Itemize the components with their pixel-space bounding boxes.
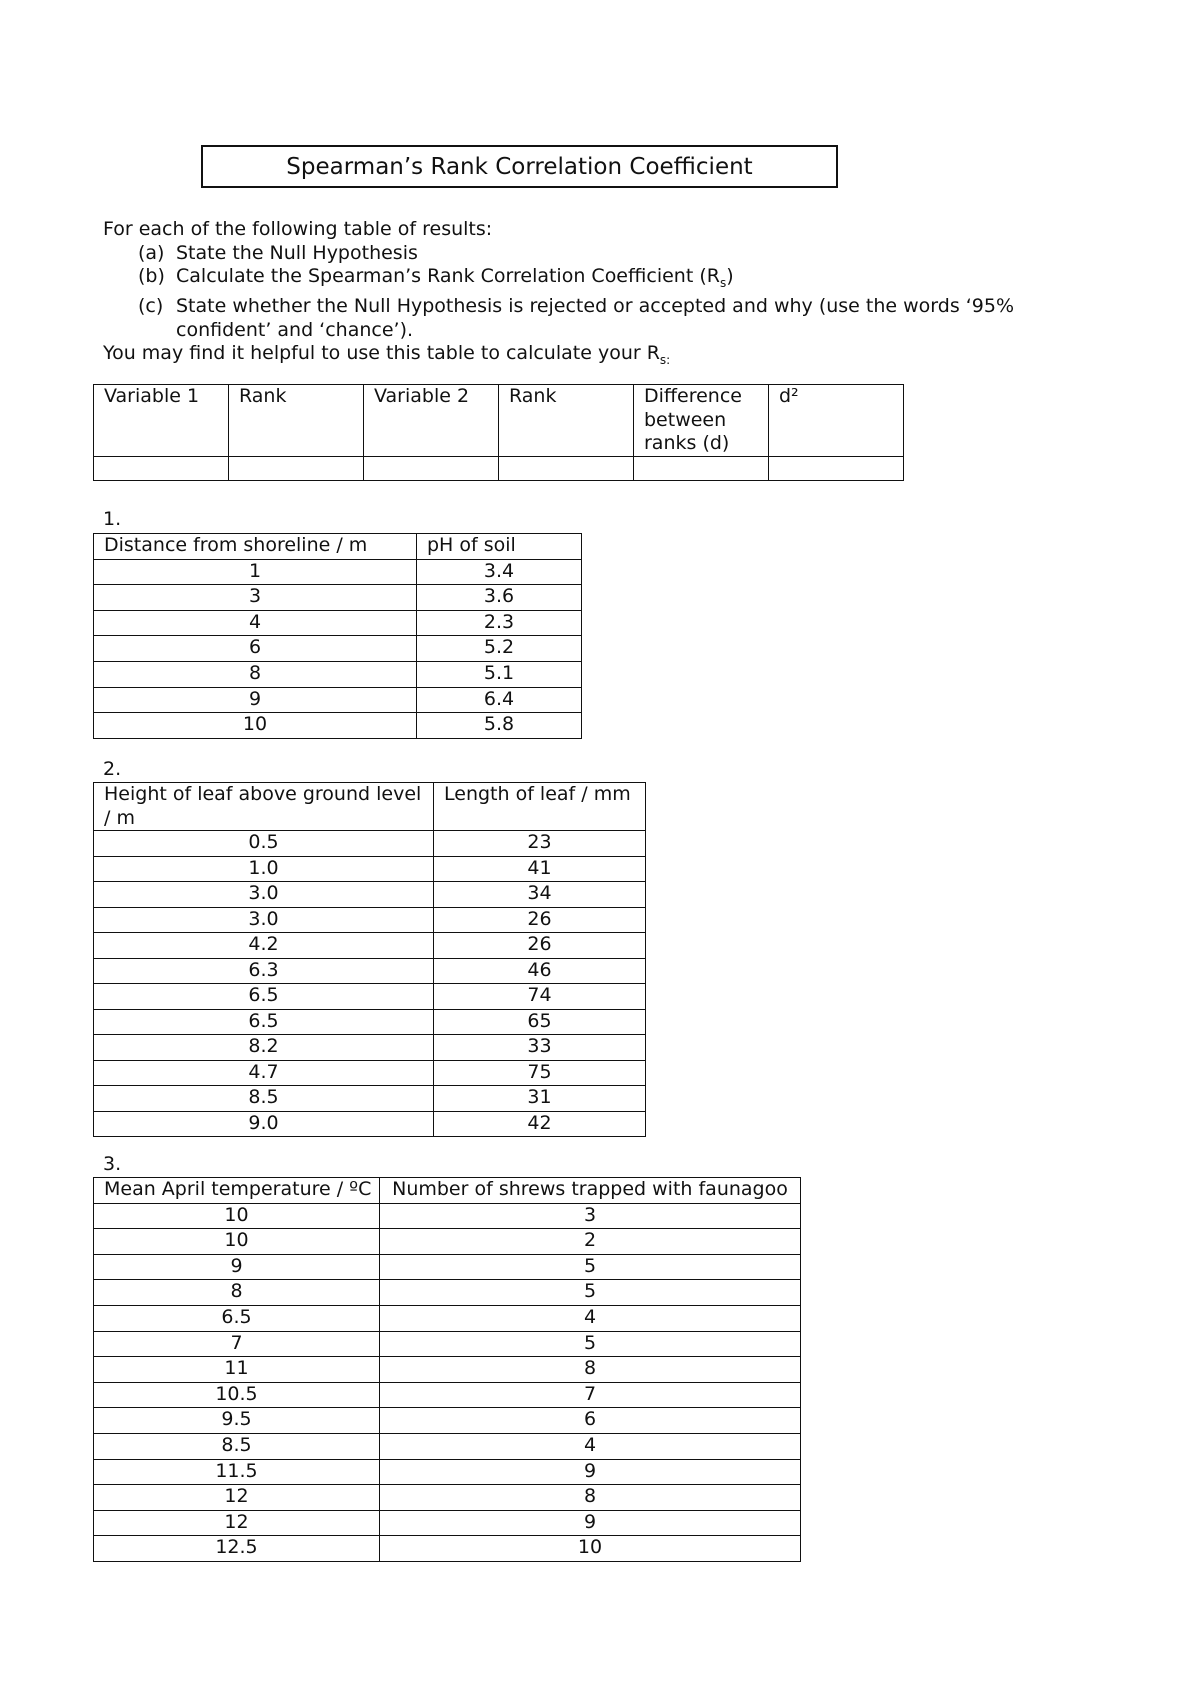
table-cell: 6.5 xyxy=(94,1305,380,1331)
table-row xyxy=(94,1433,801,1459)
table-cell: 9 xyxy=(94,1254,380,1280)
table-cell: 3.0 xyxy=(94,882,434,908)
table-cell: 4 xyxy=(380,1305,801,1331)
table-cell: 5 xyxy=(380,1280,801,1306)
table-cell: 33 xyxy=(434,1035,646,1061)
table-row-empty xyxy=(94,457,904,481)
table-cell: 2.3 xyxy=(417,610,582,636)
table-cell: 12 xyxy=(94,1510,380,1536)
table-cell: 11 xyxy=(94,1357,380,1383)
table-cell: 3 xyxy=(94,585,417,611)
title-box xyxy=(201,145,838,188)
table-row xyxy=(94,1305,801,1331)
instruction-text: State the Null Hypothesis xyxy=(176,241,418,264)
instruction-marker: (a) xyxy=(138,241,165,264)
table-row xyxy=(94,661,582,687)
table-cell: 5.2 xyxy=(417,636,582,662)
data-table-3 xyxy=(93,1177,801,1562)
header-cell: Mean April temperature / ºC xyxy=(94,1178,380,1204)
table-cell: 6.5 xyxy=(94,1009,434,1035)
instruction-text: State whether the Null Hypothesis is rejected or accepted and why (use the words ‘95% confident’ and ‘chance’). xyxy=(176,295,1015,341)
table-cell: 10 xyxy=(94,1203,380,1229)
instruction-item-b xyxy=(103,265,1103,295)
table-header-row xyxy=(94,534,582,560)
table-cell: 5.1 xyxy=(417,661,582,687)
table-cell: 34 xyxy=(434,882,646,908)
table-row xyxy=(94,585,582,611)
table-row xyxy=(94,856,646,882)
table-cell: 3.4 xyxy=(417,559,582,585)
table-cell: 3.0 xyxy=(94,907,434,933)
table-row xyxy=(94,1280,801,1306)
table-row xyxy=(94,713,582,739)
instructions-lead: For each of the following table of results: xyxy=(103,218,493,240)
table-row xyxy=(94,1009,646,1035)
header-cell: Variable 1 xyxy=(94,385,229,457)
table-cell: 6.4 xyxy=(417,687,582,713)
header-cell: pH of soil xyxy=(417,534,582,560)
table-cell: 5 xyxy=(380,1331,801,1357)
table-body xyxy=(94,831,646,1137)
table-cell: 46 xyxy=(434,958,646,984)
table-cell: 74 xyxy=(434,984,646,1010)
table-cell: 31 xyxy=(434,1086,646,1112)
table-cell: 8 xyxy=(94,1280,380,1306)
instruction-item-a xyxy=(103,242,1103,266)
table-cell: 9 xyxy=(380,1510,801,1536)
header-cell: Rank xyxy=(229,385,364,457)
table-cell: 6.3 xyxy=(94,958,434,984)
table-cell: 26 xyxy=(434,907,646,933)
instruction-text-wrap xyxy=(176,265,734,295)
table-row xyxy=(94,1382,801,1408)
table-row xyxy=(94,958,646,984)
table-row xyxy=(94,1086,646,1112)
question-number-1: 1. xyxy=(103,508,122,530)
table-row xyxy=(94,636,582,662)
table-row xyxy=(94,1485,801,1511)
table-row xyxy=(94,610,582,636)
table-row xyxy=(94,933,646,959)
table-cell: 75 xyxy=(434,1060,646,1086)
instruction-marker: (b) xyxy=(138,265,165,287)
helper-text: You may find it helpful to use this table to calculate your R xyxy=(103,342,660,365)
table-cell: 26 xyxy=(434,933,646,959)
table-row xyxy=(94,1203,801,1229)
table-row xyxy=(94,1331,801,1357)
table-row xyxy=(94,559,582,585)
table-cell: 4.7 xyxy=(94,1060,434,1086)
table-cell: 5 xyxy=(380,1254,801,1280)
header-cell: Variable 2 xyxy=(364,385,499,457)
table-header-row xyxy=(94,385,904,457)
table-body xyxy=(94,559,582,738)
table-cell: 41 xyxy=(434,856,646,882)
table-cell: 6.5 xyxy=(94,984,434,1010)
table-cell: 6 xyxy=(94,636,417,662)
table-row xyxy=(94,1229,801,1255)
table-cell: 10.5 xyxy=(94,1382,380,1408)
table-cell: 4 xyxy=(380,1433,801,1459)
empty-cell[interactable] xyxy=(364,457,499,481)
header-cell: Difference between ranks (d) xyxy=(634,385,769,457)
table-row xyxy=(94,907,646,933)
header-cell: Rank xyxy=(499,385,634,457)
table-cell: 8.5 xyxy=(94,1433,380,1459)
table-cell: 5.8 xyxy=(417,713,582,739)
table-cell: 9.5 xyxy=(94,1408,380,1434)
data-table-2 xyxy=(93,782,646,1137)
header-cell: Distance from shoreline / m xyxy=(94,534,417,560)
table-cell: 6 xyxy=(380,1408,801,1434)
instructions xyxy=(103,218,1103,373)
data-table-1 xyxy=(93,533,582,739)
subscript: s xyxy=(719,275,727,290)
table-row xyxy=(94,1459,801,1485)
table-cell: 3 xyxy=(380,1203,801,1229)
table-cell: 8 xyxy=(380,1485,801,1511)
empty-cell[interactable] xyxy=(634,457,769,481)
table-cell: 23 xyxy=(434,831,646,857)
table-cell: 10 xyxy=(94,1229,380,1255)
table-cell: 8.2 xyxy=(94,1035,434,1061)
instruction-marker: (c) xyxy=(138,295,164,318)
table-cell: 42 xyxy=(434,1111,646,1137)
table-row xyxy=(94,984,646,1010)
table-cell: 8 xyxy=(380,1357,801,1383)
table-cell: 9 xyxy=(380,1459,801,1485)
table-cell: 8 xyxy=(94,661,417,687)
table-row xyxy=(94,1357,801,1383)
page-title: Spearman’s Rank Correlation Coefficient xyxy=(286,153,753,180)
header-cell: Number of shrews trapped with faunagoo xyxy=(380,1178,801,1204)
helper-line xyxy=(103,342,1103,372)
table-cell: 9.0 xyxy=(94,1111,434,1137)
question-number-3: 3. xyxy=(103,1153,122,1175)
instruction-item-c xyxy=(103,295,1103,342)
table-cell: 65 xyxy=(434,1009,646,1035)
table-row xyxy=(94,1111,646,1137)
table-row xyxy=(94,831,646,857)
table-cell: 2 xyxy=(380,1229,801,1255)
table-row xyxy=(94,1510,801,1536)
empty-cell[interactable] xyxy=(769,457,904,481)
instruction-tail: ) xyxy=(726,265,734,287)
table-row xyxy=(94,1536,801,1562)
table-cell: 10 xyxy=(380,1536,801,1562)
table-cell: 8.5 xyxy=(94,1086,434,1112)
table-cell: 4.2 xyxy=(94,933,434,959)
table-row xyxy=(94,687,582,713)
empty-cell[interactable] xyxy=(94,457,229,481)
empty-cell[interactable] xyxy=(499,457,634,481)
table-cell: 1.0 xyxy=(94,856,434,882)
table-header-row xyxy=(94,783,646,831)
table-cell: 11.5 xyxy=(94,1459,380,1485)
header-cell: Length of leaf / mm xyxy=(434,783,646,831)
subscript: s: xyxy=(659,353,671,368)
table-cell: 4 xyxy=(94,610,417,636)
question-number-2: 2. xyxy=(103,758,122,780)
table-body xyxy=(94,1203,801,1561)
table-row xyxy=(94,1254,801,1280)
table-cell: 1 xyxy=(94,559,417,585)
table-row xyxy=(94,1035,646,1061)
table-row xyxy=(94,1060,646,1086)
header-cell: Height of leaf above ground level / m xyxy=(94,783,434,831)
table-cell: 3.6 xyxy=(417,585,582,611)
table-cell: 0.5 xyxy=(94,831,434,857)
instruction-text: Calculate the Spearman’s Rank Correlation Coefficient (R xyxy=(176,265,720,287)
header-cell: d² xyxy=(769,385,904,457)
calculation-table xyxy=(93,384,904,481)
table-row xyxy=(94,882,646,908)
table-cell: 7 xyxy=(94,1331,380,1357)
table-header-row xyxy=(94,1178,801,1204)
table-row xyxy=(94,1408,801,1434)
table-cell: 12.5 xyxy=(94,1536,380,1562)
table-cell: 9 xyxy=(94,687,417,713)
table-cell: 7 xyxy=(380,1382,801,1408)
empty-cell[interactable] xyxy=(229,457,364,481)
table-cell: 10 xyxy=(94,713,417,739)
table-cell: 12 xyxy=(94,1485,380,1511)
